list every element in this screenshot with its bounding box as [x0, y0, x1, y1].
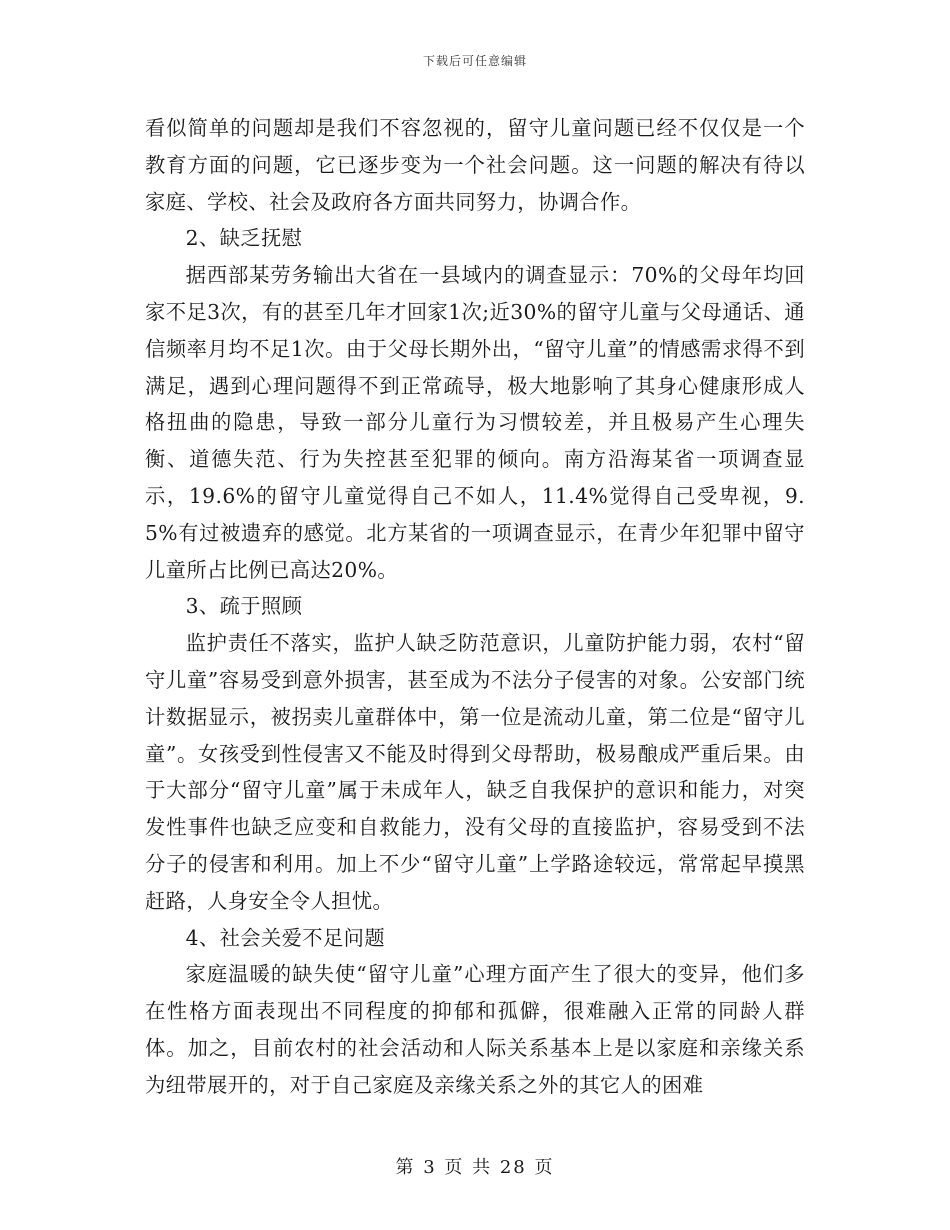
section-heading-4: 4、社会关爱不足问题	[185, 925, 386, 950]
page-header: 下载后可任意编辑	[422, 54, 527, 68]
paragraph-lack-of-comfort: 据西部某劳务输出大省在一县域内的调查显示：70%的父母年均回家不足3次，有的甚至几年才回家1次;近30%的留守儿童与父母通话、通信频率月均不足1次。由于父母长期外出，“留守儿童”的情感需求得不到满足，遇到心理问题得不到正常疏导，极大地影响了其身心健康形成人格扭曲的隐患，导致一部分儿童行为习惯较差，并且极易产生心理失衡、道德失范、行为失控甚至犯罪的倾向。南方沿海某省一项调查显示，19.6%的留守儿童觉得自己不如人，11.4%觉得自己受卑视，9.5%有过被遗弃的感觉。北方某省的一项调查显示，在青少年犯罪中留守儿童所占比例已高达20%。	[145, 263, 805, 582]
paragraph-social-care: 家庭温暖的缺失使“留守儿童”心理方面产生了很大的变异，他们多在性格方面表现出不同程度的抑郁和孤僻，很难融入正常的同龄人群体。加之，目前农村的社会活动和人际关系基本上是以家庭和亲缘关系为纽带展开的，对于自己家庭及亲缘关系之外的其它人的困难	[145, 962, 805, 1097]
paragraph-lack-of-care: 监护责任不落实，监护人缺乏防范意识，儿童防护能力弱，农村“留守儿童”容易受到意外损害，甚至成为不法分子侵害的对象。公安部门统计数据显示，被拐卖儿童群体中，第一位是流动儿童，第二位是“留守儿童”。女孩受到性侵害又不能及时得到父母帮助，极易酿成严重后果。由于大部分“留守儿童”属于未成年人，缺乏自我保护的意识和能力，对突发性事件也缺乏应变和自救能力，没有父母的直接监护，容易受到不法分子的侵害和利用。加上不少“留守儿童”上学路途较远，常常起早摸黑赶路，人身安全令人担忧。	[145, 631, 805, 913]
section-heading-2: 2、缺乏抚慰	[185, 226, 303, 251]
page-number: 第 3 页 共 28 页	[395, 1157, 555, 1178]
document-body	[145, 110, 805, 1104]
paragraph-continued: 看似简单的问题却是我们不容忽视的，留守儿童问题已经不仅仅是一个教育方面的问题，它已逐步变为一个社会问题。这一问题的解决有待以家庭、学校、社会及政府各方面共同努力，协调合作。	[145, 116, 805, 214]
section-heading-3: 3、疏于照顾	[185, 594, 303, 619]
